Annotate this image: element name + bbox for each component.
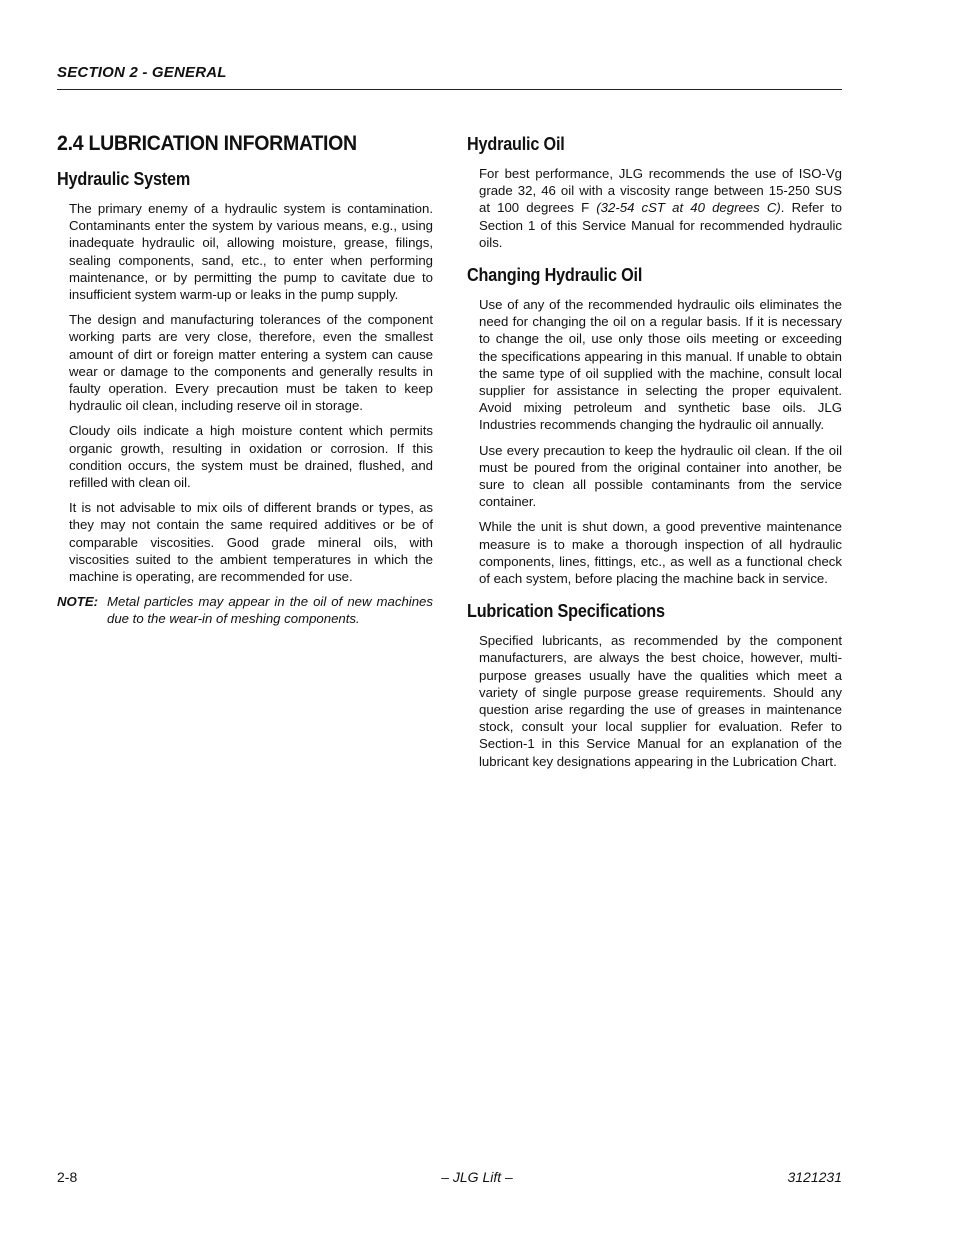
note-text: Metal particles may appear in the oil of new machines due to the wear-in of meshing components. — [107, 594, 433, 627]
section-title: 2.4 LUBRICATION INFORMATION — [57, 132, 357, 155]
hydraulic-oil-paragraph — [479, 165, 842, 251]
left-column — [57, 130, 433, 628]
changing-oil-paragraph-3: While the unit is shut down, a good preventive maintenance measure is to make a thorough inspection of all hydraulic components, lines, fittings, etc., as well as a functional check of each system, before placing the machine back in service. — [479, 519, 842, 587]
changing-hydraulic-oil-heading: Changing Hydraulic Oil — [467, 265, 643, 286]
hydraulic-system-paragraph-3: Cloudy oils indicate a high moisture content which permits organic growth, resulting in oxidation or corrosion. If this condition occurs, the system must be drained, flushed, and refilled with clean oil. — [69, 423, 433, 491]
lubrication-specifications-paragraph: Specified lubricants, as recommended by the component manufacturers, are always the best choice, however, multi-purpose greases usually have the qualities which meet a variety of single purpose grease requirements. Should any question arise regarding the use of greases in maintenance stock, consult your local supplier for evaluation. Refer to Section-1 in this Service Manual for an explanation of the lubricant key designations appearing in the Lubrication Chart. — [479, 633, 842, 769]
lubrication-specifications-heading: Lubrication Specifications — [467, 601, 665, 622]
document-number: 3121231 — [787, 1169, 842, 1185]
hydraulic-system-paragraph-4: It is not advisable to mix oils of different brands or types, as they may not contain the same required additives or be of comparable viscosities. Good grade mineral oils, with viscosities suited to the ambient temperatures in which the machine is operating, are recommended for use. — [69, 500, 433, 585]
note-label: NOTE: — [57, 594, 99, 610]
right-column — [467, 130, 842, 778]
hydraulic-system-heading: Hydraulic System — [57, 169, 191, 189]
section-header: SECTION 2 - GENERAL — [57, 64, 227, 81]
note — [57, 593, 433, 627]
page-number: 2-8 — [57, 1169, 78, 1185]
hydraulic-oil-text: For best performance, JLG recommends the use of ISO-Vg grade 32, 46 oil with a viscosity range between 15-250 SUS at 100 degrees F — [479, 166, 842, 216]
changing-oil-paragraph-1: Use of any of the recommended hydraulic oils eliminates the need for changing the oil on a regular basis. If it is necessary to change the oil, use only those oils meeting or exceeding the specifications appearing in this manual. If unable to obtain the same type of oil supplied with the machine, consult local supplier for assistance in selecting the proper equivalent. Avoid mixing petroleum and synthetic base oils. JLG Industries recommends changing the hydraulic oil annually. — [479, 297, 842, 433]
hydraulic-system-paragraph-2: The design and manufacturing tolerances of the component working parts are very close, therefore, even the smallest amount of dirt or foreign matter entering a system can cause wear or damage to the components and generally results in faulty operation. Every precaution must be taken to keep hydraulic oil clean, including reserve oil in storage. — [69, 312, 433, 414]
changing-oil-paragraph-2: Use every precaution to keep the hydraulic oil clean. If the oil must be poured from the original container into another, be sure to clean all possible contaminants from the service container. — [479, 442, 842, 510]
hydraulic-oil-text-end: . Refer to Section 1 of this Service Manual for recommended hydraulic oils. — [479, 200, 842, 250]
hydraulic-system-paragraph-1: The primary enemy of a hydraulic system is contamination. Contaminants enter the system by various means, e.g., using inadequate hydraulic oil, allowing moisture, grease, filings, sealing components, sand, etc., to enter when performing maintenance, or by permitting the pump to cavitate due to insufficient system warm-up or leaks in the pump supply. — [69, 201, 433, 303]
footer-brand: – JLG Lift – — [441, 1169, 513, 1185]
hydraulic-oil-heading: Hydraulic Oil — [467, 134, 565, 154]
viscosity-metric: (32-54 cST at 40 degrees C) — [596, 200, 781, 216]
header-divider — [57, 89, 842, 90]
